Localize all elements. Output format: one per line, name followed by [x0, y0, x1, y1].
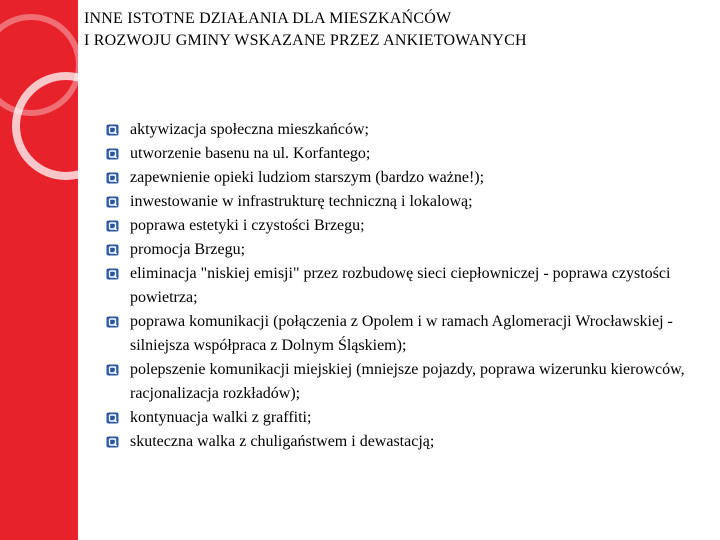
list-item	[106, 214, 706, 238]
q-bullet-icon	[106, 196, 119, 208]
slide-title	[84, 8, 704, 52]
q-bullet-icon	[106, 124, 119, 136]
list-item	[106, 262, 706, 310]
bullet-list	[106, 118, 706, 454]
q-bullet-icon	[106, 436, 119, 448]
q-bullet-icon	[106, 412, 119, 424]
list-item	[106, 166, 706, 190]
list-item-text: zapewnienie opieki ludziom starszym (bardzo ważne!);	[130, 169, 485, 186]
list-item-text: poprawa estetyki i czystości Brzegu;	[130, 217, 365, 234]
list-item	[106, 238, 706, 262]
list-item-text: polepszenie komunikacji miejskiej (mniejsze pojazdy, poprawa wizerunku kierowców, racjonalizacja rozkładów);	[130, 361, 685, 402]
q-bullet-icon	[106, 172, 119, 184]
list-item-text: eliminacja "niskiej emisji" przez rozbudowę sieci ciepłowniczej - poprawa czystości powietrza;	[130, 265, 671, 306]
list-item-text: kontynuacja walki z graffiti;	[130, 409, 312, 426]
title-line-1: INNE ISTOTNE DZIAŁANIA DLA MIESZKAŃCÓW	[84, 10, 452, 27]
list-item	[106, 358, 706, 406]
list-item-text: skuteczna walka z chuligaństwem i dewastacją;	[130, 433, 435, 450]
list-item	[106, 142, 706, 166]
list-item-text: aktywizacja społeczna mieszkańców;	[130, 121, 369, 138]
list-item-text: poprawa komunikacji (połączenia z Opolem i w ramach Aglomeracji Wrocławskiej - silniejsza współpraca z Dolnym Śląskiem);	[130, 313, 673, 354]
q-bullet-icon	[106, 268, 119, 280]
q-bullet-icon	[106, 148, 119, 160]
list-item-text: utworzenie basenu na ul. Korfantego;	[130, 145, 371, 162]
list-item	[106, 190, 706, 214]
q-bullet-icon	[106, 364, 119, 376]
q-bullet-icon	[106, 316, 119, 328]
list-item	[106, 118, 706, 142]
q-bullet-icon	[106, 244, 119, 256]
red-side-bar	[0, 0, 78, 540]
q-bullet-icon	[106, 220, 119, 232]
list-item-text: promocja Brzegu;	[130, 241, 246, 258]
list-item-text: inwestowanie w infrastrukturę techniczną i lokalową;	[130, 193, 473, 210]
list-item	[106, 310, 706, 358]
list-item	[106, 430, 706, 454]
list-item	[106, 406, 706, 430]
title-line-2: I ROZWOJU GMINY WSKAZANE PRZEZ ANKIETOWANYCH	[84, 32, 527, 49]
